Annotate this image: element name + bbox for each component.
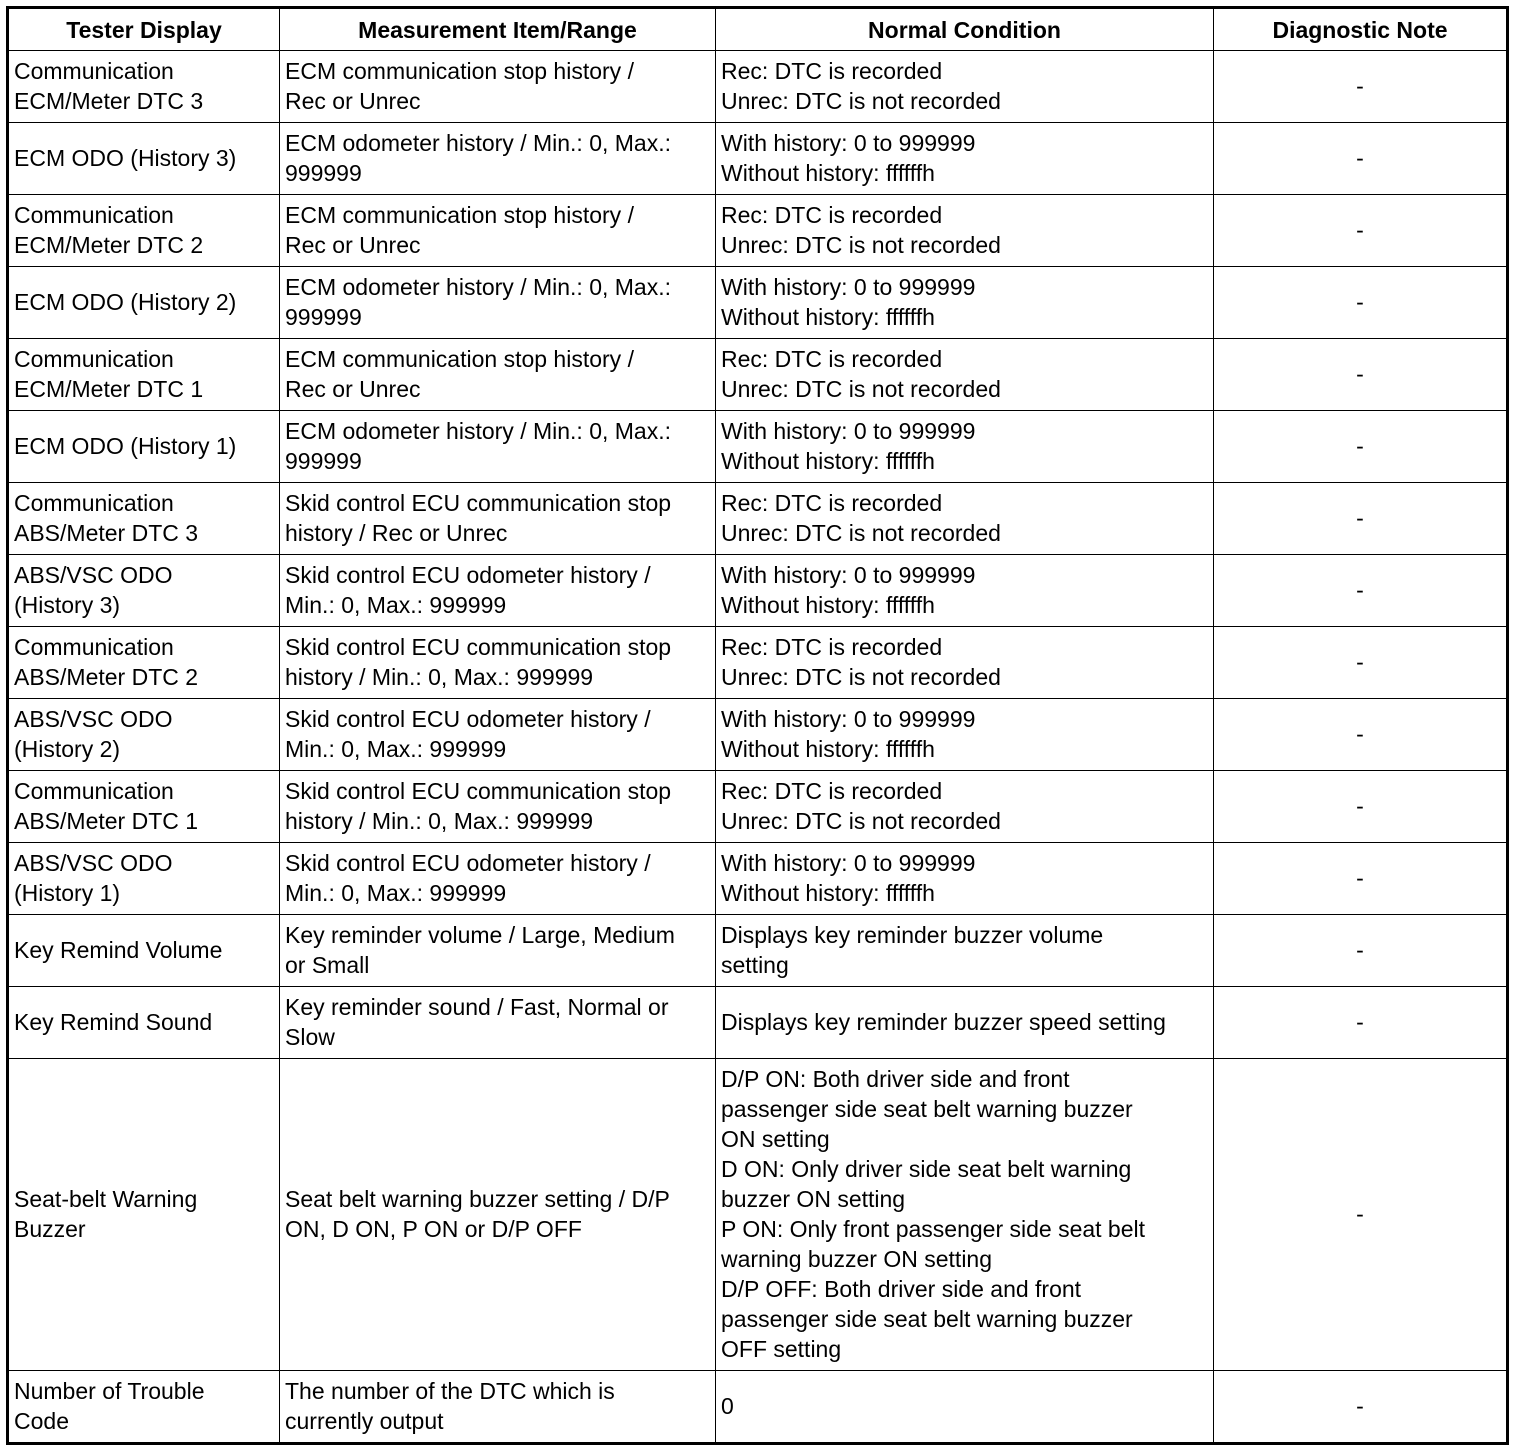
diagnostic-note-cell: - — [1214, 483, 1508, 555]
cell-text-line: (History 1) — [14, 880, 121, 906]
table-row — [8, 1371, 1508, 1444]
normal-condition-cell — [716, 627, 1214, 699]
cell-text-line: Displays key reminder buzzer volume — [721, 922, 1104, 948]
cell-text-line: ABS/VSC ODO — [14, 850, 173, 876]
cell-text-line: ABS/Meter DTC 2 — [14, 664, 199, 690]
measurement-item-cell — [280, 483, 716, 555]
diagnostic-note-cell: - — [1214, 339, 1508, 411]
cell-text-line: D ON: Only driver side seat belt warning — [721, 1156, 1132, 1182]
cell-text-line: Without history: ffffffh — [721, 160, 935, 186]
cell-text-line: buzzer ON setting — [721, 1186, 906, 1212]
tester-display-cell — [8, 267, 280, 339]
measurement-item-cell — [280, 1059, 716, 1371]
tester-display-cell — [8, 339, 280, 411]
cell-text-line: warning buzzer ON setting — [721, 1246, 993, 1272]
cell-text-line: Skid control ECU odometer history / — [285, 850, 651, 876]
cell-text-line: Without history: ffffffh — [721, 448, 935, 474]
cell-text-line: With history: 0 to 999999 — [721, 418, 976, 444]
cell-text-line: Communication — [14, 58, 174, 84]
normal-condition-cell — [716, 555, 1214, 627]
cell-text-line: 999999 — [285, 160, 362, 186]
cell-text-line: Displays key reminder buzzer speed setting — [721, 1009, 1166, 1035]
cell-text-line: ECM/Meter DTC 1 — [14, 376, 204, 402]
measurement-item-cell — [280, 51, 716, 123]
normal-condition-cell — [716, 267, 1214, 339]
measurement-item-cell — [280, 1371, 716, 1444]
cell-text-line: Rec: DTC is recorded — [721, 778, 943, 804]
diagnostic-note-cell: - — [1214, 411, 1508, 483]
cell-text-line: ECM/Meter DTC 2 — [14, 232, 204, 258]
measurement-item-cell — [280, 627, 716, 699]
cell-text-line: Code — [14, 1408, 69, 1434]
cell-text-line: 999999 — [285, 304, 362, 330]
cell-text-line: Skid control ECU odometer history / — [285, 706, 651, 732]
cell-text-line: Communication — [14, 634, 174, 660]
normal-condition-cell — [716, 339, 1214, 411]
tester-display-cell — [8, 627, 280, 699]
measurement-item-cell — [280, 771, 716, 843]
cell-text-line: Key Remind Volume — [14, 937, 223, 963]
cell-text-line: Seat belt warning buzzer setting / D/P — [285, 1186, 670, 1212]
cell-text-line: Skid control ECU communication stop — [285, 490, 672, 516]
measurement-item-cell — [280, 195, 716, 267]
cell-text-line: Seat-belt Warning — [14, 1186, 198, 1212]
cell-text-line: Slow — [285, 1024, 335, 1050]
header-tester-display: Tester Display — [8, 8, 280, 51]
cell-text-line: OFF setting — [721, 1336, 842, 1362]
cell-text-line: Skid control ECU odometer history / — [285, 562, 651, 588]
normal-condition-cell — [716, 699, 1214, 771]
normal-condition-cell — [716, 195, 1214, 267]
cell-text-line: Min.: 0, Max.: 999999 — [285, 736, 507, 762]
cell-text-line: Rec: DTC is recorded — [721, 202, 943, 228]
cell-text-line: ECM ODO (History 1) — [14, 433, 237, 459]
table-row — [8, 339, 1508, 411]
normal-condition-cell — [716, 123, 1214, 195]
cell-text-line: Rec or Unrec — [285, 376, 421, 402]
normal-condition-cell — [716, 843, 1214, 915]
header-normal-condition: Normal Condition — [716, 8, 1214, 51]
cell-text-line: With history: 0 to 999999 — [721, 706, 976, 732]
cell-text-line: Skid control ECU communication stop — [285, 634, 672, 660]
cell-text-line: Rec: DTC is recorded — [721, 490, 943, 516]
cell-text-line: ECM/Meter DTC 3 — [14, 88, 204, 114]
diagnostic-note-cell: - — [1214, 843, 1508, 915]
cell-text-line: 999999 — [285, 448, 362, 474]
measurement-item-cell — [280, 699, 716, 771]
header-row — [8, 8, 1508, 51]
cell-text-line: Rec or Unrec — [285, 88, 421, 114]
normal-condition-cell — [716, 51, 1214, 123]
cell-text-line: ABS/Meter DTC 1 — [14, 808, 199, 834]
cell-text-line: (History 2) — [14, 736, 121, 762]
cell-text-line: Min.: 0, Max.: 999999 — [285, 592, 507, 618]
diagnostic-note-cell: - — [1214, 1371, 1508, 1444]
cell-text-line: Rec or Unrec — [285, 232, 421, 258]
data-list-table — [6, 6, 1509, 1445]
cell-text-line: Buzzer — [14, 1216, 86, 1242]
cell-text-line: Unrec: DTC is not recorded — [721, 520, 1001, 546]
normal-condition-cell — [716, 915, 1214, 987]
tester-display-cell — [8, 699, 280, 771]
normal-condition-cell — [716, 987, 1214, 1059]
cell-text-line: history / Min.: 0, Max.: 999999 — [285, 664, 594, 690]
normal-condition-cell — [716, 411, 1214, 483]
cell-text-line: Unrec: DTC is not recorded — [721, 88, 1001, 114]
table-row — [8, 915, 1508, 987]
cell-text-line: Rec: DTC is recorded — [721, 58, 943, 84]
table-row — [8, 411, 1508, 483]
cell-text-line: ON setting — [721, 1126, 830, 1152]
normal-condition-cell — [716, 483, 1214, 555]
table-row — [8, 195, 1508, 267]
cell-text-line: ECM ODO (History 2) — [14, 289, 237, 315]
measurement-item-cell — [280, 843, 716, 915]
cell-text-line: ECM communication stop history / — [285, 346, 634, 372]
cell-text-line: Rec: DTC is recorded — [721, 634, 943, 660]
cell-text-line: ECM ODO (History 3) — [14, 145, 237, 171]
header-measurement-item: Measurement Item/Range — [280, 8, 716, 51]
cell-text-line: history / Min.: 0, Max.: 999999 — [285, 808, 594, 834]
cell-text-line: Communication — [14, 346, 174, 372]
tester-display-cell — [8, 843, 280, 915]
table-row — [8, 987, 1508, 1059]
tester-display-cell — [8, 555, 280, 627]
table-row — [8, 699, 1508, 771]
cell-text-line: D/P OFF: Both driver side and front — [721, 1276, 1082, 1302]
cell-text-line: ECM communication stop history / — [285, 58, 634, 84]
cell-text-line: With history: 0 to 999999 — [721, 274, 976, 300]
cell-text-line: ECM odometer history / Min.: 0, Max.: — [285, 274, 672, 300]
tester-display-cell — [8, 1371, 280, 1444]
tester-display-cell — [8, 771, 280, 843]
cell-text-line: currently output — [285, 1408, 444, 1434]
table-row — [8, 123, 1508, 195]
measurement-item-cell — [280, 339, 716, 411]
cell-text-line: Unrec: DTC is not recorded — [721, 664, 1001, 690]
cell-text-line: ECM communication stop history / — [285, 202, 634, 228]
cell-text-line: Rec: DTC is recorded — [721, 346, 943, 372]
cell-text-line: passenger side seat belt warning buzzer — [721, 1306, 1133, 1332]
cell-text-line: Number of Trouble — [14, 1378, 205, 1404]
tester-display-cell — [8, 1059, 280, 1371]
table-body — [8, 51, 1508, 1444]
diagnostic-note-cell: - — [1214, 627, 1508, 699]
cell-text-line: The number of the DTC which is — [285, 1378, 615, 1404]
table-row — [8, 1059, 1508, 1371]
cell-text-line: (History 3) — [14, 592, 121, 618]
cell-text-line: Unrec: DTC is not recorded — [721, 376, 1001, 402]
cell-text-line: P ON: Only front passenger side seat belt — [721, 1216, 1146, 1242]
cell-text-line: Key reminder sound / Fast, Normal or — [285, 994, 669, 1020]
cell-text-line: Unrec: DTC is not recorded — [721, 808, 1001, 834]
measurement-item-cell — [280, 555, 716, 627]
cell-text-line: Skid control ECU communication stop — [285, 778, 672, 804]
cell-text-line: Key reminder volume / Large, Medium — [285, 922, 675, 948]
cell-text-line: or Small — [285, 952, 370, 978]
measurement-item-cell — [280, 411, 716, 483]
diagnostic-note-cell: - — [1214, 1059, 1508, 1371]
measurement-item-cell — [280, 123, 716, 195]
normal-condition-cell — [716, 771, 1214, 843]
cell-text-line: ABS/Meter DTC 3 — [14, 520, 199, 546]
cell-text-line: With history: 0 to 999999 — [721, 130, 976, 156]
tester-display-cell — [8, 123, 280, 195]
measurement-item-cell — [280, 915, 716, 987]
cell-text-line: Communication — [14, 490, 174, 516]
cell-text-line: With history: 0 to 999999 — [721, 850, 976, 876]
cell-text-line: D/P ON: Both driver side and front — [721, 1066, 1070, 1092]
diagnostic-note-cell: - — [1214, 51, 1508, 123]
diagnostic-note-cell: - — [1214, 555, 1508, 627]
diagnostic-note-cell: - — [1214, 771, 1508, 843]
cell-text-line: passenger side seat belt warning buzzer — [721, 1096, 1133, 1122]
diagnostic-note-cell: - — [1214, 699, 1508, 771]
cell-text-line: Communication — [14, 778, 174, 804]
cell-text-line: history / Rec or Unrec — [285, 520, 508, 546]
diagnostic-note-cell: - — [1214, 915, 1508, 987]
cell-text-line: ECM odometer history / Min.: 0, Max.: — [285, 130, 672, 156]
cell-text-line: Unrec: DTC is not recorded — [721, 232, 1001, 258]
tester-display-cell — [8, 987, 280, 1059]
table-row — [8, 555, 1508, 627]
tester-display-cell — [8, 195, 280, 267]
cell-text-line: ON, D ON, P ON or D/P OFF — [285, 1216, 582, 1242]
table-row — [8, 51, 1508, 123]
table-row — [8, 843, 1508, 915]
cell-text-line: setting — [721, 952, 789, 978]
tester-display-cell — [8, 51, 280, 123]
cell-text-line: Min.: 0, Max.: 999999 — [285, 880, 507, 906]
diagnostic-note-cell: - — [1214, 987, 1508, 1059]
header-diagnostic-note: Diagnostic Note — [1214, 8, 1508, 51]
normal-condition-cell — [716, 1059, 1214, 1371]
tester-display-cell — [8, 915, 280, 987]
table-row — [8, 267, 1508, 339]
cell-text-line: ABS/VSC ODO — [14, 706, 173, 732]
tester-display-cell — [8, 411, 280, 483]
cell-text-line: Without history: ffffffh — [721, 592, 935, 618]
tester-display-cell — [8, 483, 280, 555]
diagnostic-note-cell: - — [1214, 267, 1508, 339]
cell-text-line: 0 — [721, 1393, 734, 1419]
cell-text-line: ABS/VSC ODO — [14, 562, 173, 588]
cell-text-line: Communication — [14, 202, 174, 228]
cell-text-line: Without history: ffffffh — [721, 736, 935, 762]
cell-text-line: Without history: ffffffh — [721, 304, 935, 330]
cell-text-line: With history: 0 to 999999 — [721, 562, 976, 588]
table-row — [8, 483, 1508, 555]
diagnostic-note-cell: - — [1214, 123, 1508, 195]
table-row — [8, 771, 1508, 843]
cell-text-line: ECM odometer history / Min.: 0, Max.: — [285, 418, 672, 444]
measurement-item-cell — [280, 267, 716, 339]
table-row — [8, 627, 1508, 699]
diagnostic-note-cell: - — [1214, 195, 1508, 267]
cell-text-line: Without history: ffffffh — [721, 880, 935, 906]
measurement-item-cell — [280, 987, 716, 1059]
cell-text-line: Key Remind Sound — [14, 1009, 213, 1035]
normal-condition-cell — [716, 1371, 1214, 1444]
